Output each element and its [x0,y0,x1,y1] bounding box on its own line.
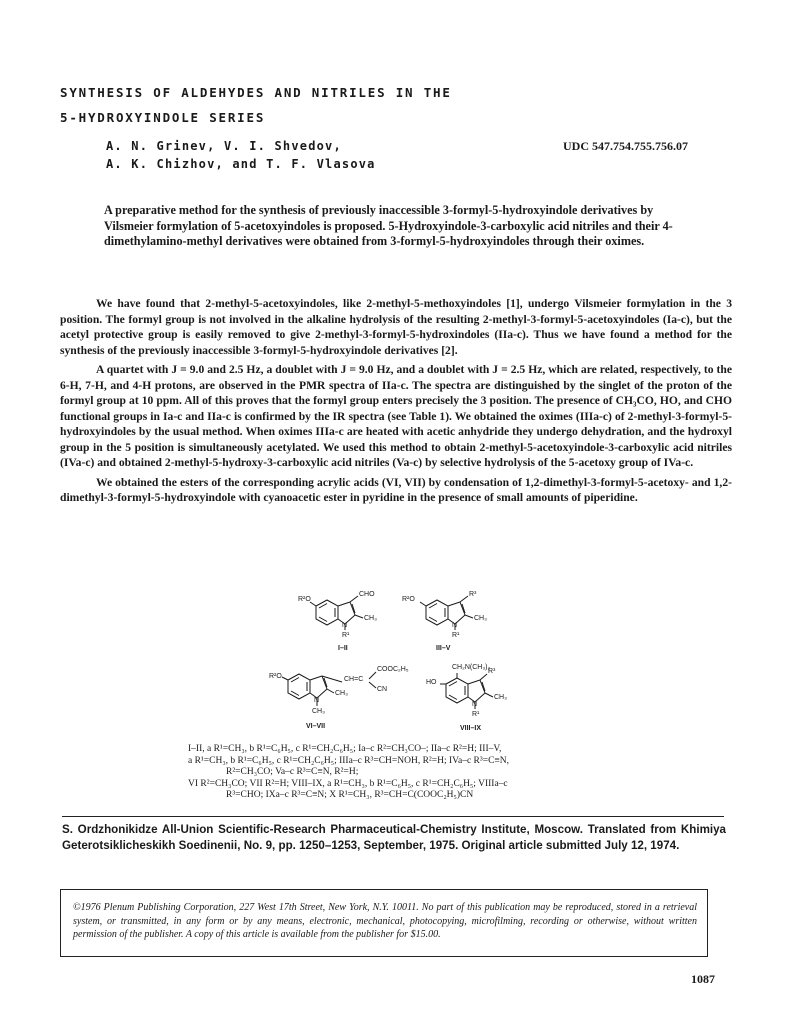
structure-iii-v [402,590,508,660]
structure-vi-vii [268,666,418,742]
n-methyl-label: CH₃ [312,708,325,715]
legend-line: a R¹=CH₃, b R¹=C₆H₅, c R¹=CH₂C₆H₅; IIIa–c R³=CH=NOH, R²=H; IVa–c R³=C≡N, [188,755,510,766]
methyl-label: CH₃ [494,694,507,701]
legend-line: VI R²=CH₃CO; VII R²=H; VIII–IX, a R¹=CH₃, b R¹=C₆H₅, c R¹=CH₂C₆H₅; VIIIa–c [188,778,508,789]
formyl-label: CHO [359,591,375,598]
methyl-label: CH₃ [364,615,377,622]
r3-label: R³ [488,668,496,675]
authors-line-1: A. N. Grinev, V. I. Shvedov, [106,139,342,153]
compound-label: VIII–IX [460,725,482,732]
page-number: 1087 [691,972,715,986]
abstract: A preparative method for the synthesis of previously inaccessible 3-formyl-5-hydroxyindole derivatives by Vilsmeier formylation of 5-acetoxyindoles is proposed. 5-Hydroxyindole-3-carboxylic acid nitriles and their 4-dimethylamino-methyl derivatives were obtained from 3-formyl-5-hydroxyindoles through their oximes. [104,203,673,249]
udc-code: UDC 547.754.755.756.07 [563,139,688,153]
body-text [60,296,732,510]
r1-label: R¹ [342,632,350,639]
body-paragraph-2: A quartet with J = 9.0 and 2.5 Hz, a doublet with J = 9.0 Hz, and a doublet with J = 2.5 Hz, which are related, respectively, to the 6-H, 7-H, and 4-H protons, are observed in the PMR spectra of IIa-c. The spectra are distinguished by the singlet of the proton of the formyl group at 10 ppm. All of this proves that the formyl group enters precisely the 3 position. The presence of CH₃CO, HO, and CHO functional groups in Ia-c and IIa-c is confirmed by the IR spectra (see Table 1). We obtained the oximes (IIIa-c) of 2-methyl-3-formyl-5-hydroxyindoles by the usual method. When oximes IIIa-c are heated with acetic anhydride they undergo dehydration, and the hydroxyl group in the 5 position is simultaneously acetylated. We used this method to obtain 2-methyl-5-acetoxyindole-3-carboxylic acid nitriles (IVa-c) and obtained 2-methyl-5-hydroxy-3-carboxylic acid nitriles (Va-c) by selective hydrolysis of the 5-acetoxy group of IVa-c. [60,363,732,469]
legend-line: R³=CHO; IXa–c R³=C≡N; X R¹=CH₃, R³=CH=C(COOC₂H₅)CN [226,790,474,800]
nitrogen-label: N [452,622,458,629]
cyano-label: CN [377,686,388,693]
paper-title-line-1: SYNTHESIS OF ALDEHYDES AND NITRILES IN THE [60,85,452,100]
structure-i-ii [298,590,398,660]
methyl-label: CH₃ [474,615,487,622]
body-paragraph-3: We obtained the esters of the corresponding acrylic acids (VI, VII) by condensation of 1,2-dimethyl-3-formyl-5-acetoxy- and 1,2-dimethyl-3-formyl-5-hydroxyindole with cyanoacetic ester in pyridine in the presence of small amounts of piperidine. [60,475,732,504]
r2o-label: R²O [269,673,282,680]
legend-line: R²=CH₃CO; Va–c R³=C≡N, R²=H; [226,767,359,777]
r1-label: R¹ [452,632,460,639]
nitrogen-label: N [342,622,348,629]
paper-title-line-2: 5-HYDROXYINDOLE SERIES [60,110,266,125]
r1-label: R¹ [472,711,480,718]
copyright-notice: ©1976 Plenum Publishing Corporation, 227 West 17th Street, New York, N.Y. 10011. No part of this publication may be reproduced, stored in a retrieval system, or transmitted, in any form or by any means, electronic, mechanical, photocopying, microfilming, recording or otherwise, without written permission of the publisher. A copy of this article is available from the publisher for $15.00. [73,902,697,940]
affiliation-rule [62,816,724,817]
structure-legend [188,744,708,802]
hydroxy-label: HO [426,679,437,686]
compound-label: III–V [436,645,451,652]
compound-label: VI–VII [306,723,326,730]
structure-viii-ix [426,664,536,742]
copyright-box [60,889,708,957]
r3-label: R³ [469,591,477,598]
legend-line: I–II, a R¹=CH₃, b R¹=C₆H₅, c R¹=CH₂C₆H₅; Ia–c R²=CH₃CO–; IIa–c R²=H; III–V, [188,744,502,754]
acrylic-chain-label: CH=C [344,676,364,683]
mannich-base-label: CH₂N(CH₃)₂ [452,664,491,671]
methyl-label: CH₃ [335,690,348,697]
compound-label: I–II [338,645,348,652]
ester-label: COOC₂H₅ [377,666,409,673]
authors-line-2: A. K. Chizhov, and T. F. Vlasova [106,157,376,171]
nitrogen-label: N [314,697,320,704]
r2o-label: R²O [298,596,311,603]
affiliation-note: S. Ordzhonikidze All-Union Scientific-Research Pharmaceutical-Chemistry Institute, Moscow. Translated from Khimiya Geterotsiklicheskikh Soedinenii, No. 9, pp. 1250–1253, September, 1975. Original article submitted July 12, 1974. [62,823,726,852]
nitrogen-label: N [472,701,478,708]
r2o-label: R²O [402,596,415,603]
body-paragraph-1: We have found that 2-methyl-5-acetoxyindoles, like 2-methyl-5-methoxyindoles [1], undergo Vilsmeier formylation in the 3 position. The formyl group is not involved in the alkaline hydrolysis of the resulting 2-methyl-3-formyl-5-acetoxyindoles (Ia-c), but the acetyl protective group is easily removed to give 2-methyl-3-formyl-5-hydroxindoles (IIa-c). Thus we have found a method for the synthesis of the previously inaccessible 3-formyl-5-hydroxyindole derivatives [2]. [60,297,732,357]
